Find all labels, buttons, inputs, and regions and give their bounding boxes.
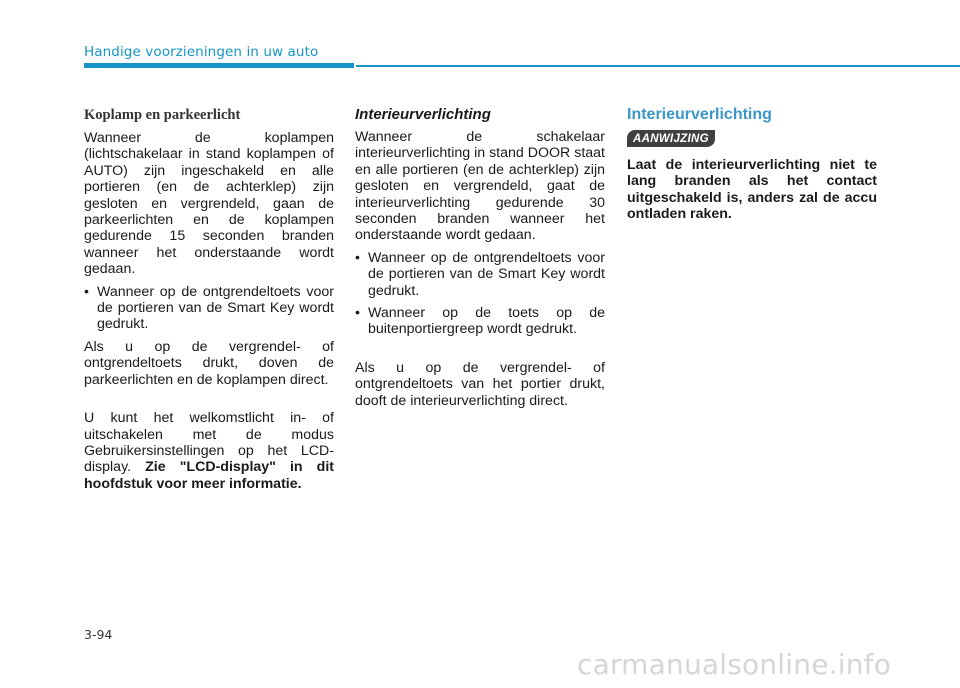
header-rule-thick: [84, 63, 354, 68]
lcd-display-reference: Zie "LCD-display" in dit hoofdstuk voor meer informatie.: [84, 459, 334, 492]
bullet-item: [84, 284, 334, 333]
column-note: [627, 106, 877, 223]
bullet-icon: •: [355, 249, 360, 266]
note-text: Laat de interieurverlichting niet te lang branden als het contact uitgeschakeld is, anders zal de accu ontladen raken.: [627, 157, 877, 223]
bullet-icon: •: [355, 305, 360, 322]
bullet-item: [355, 305, 605, 338]
section-header-title: Handige voorzieningen in uw auto: [84, 44, 319, 60]
bullet-text: Wanneer op de toets op de buitenportiergreep wordt gedrukt.: [368, 305, 605, 338]
koplamp-paragraph-3-text: U kunt het welkomstlicht in- of uitschakelen met de modus Gebruikersinstellingen op het LCD-display.: [84, 410, 334, 476]
column-koplamp: [84, 106, 334, 498]
bullet-icon: •: [84, 283, 89, 300]
column-interieur: [355, 106, 605, 415]
page-number: 3-94: [84, 627, 113, 642]
koplamp-bullet-list: [84, 284, 334, 333]
watermark: carmanualsonline.info: [577, 648, 892, 681]
note-badge: AANWIJZING: [627, 130, 715, 147]
koplamp-paragraph-3: [84, 410, 334, 492]
koplamp-paragraph-1: Wanneer de koplampen (lichtschakelaar in stand koplampen of AUTO) zijn ingeschakeld en alle portieren (en de achterklep) zijn gesloten en vergrendeld, gaan de parkeerlichten en de koplampen gedurende 15 seconden branden wanneer het onderstaande wordt gedaan.: [84, 130, 334, 278]
bullet-item: [355, 250, 605, 299]
interieur-heading: Interieurverlichting: [355, 106, 491, 123]
bullet-text: Wanneer op de ontgrendeltoets voor de portieren van de Smart Key wordt gedrukt.: [368, 249, 605, 299]
interieur-paragraph-2: Als u op de vergrendel- of ontgrendeltoets van het portier drukt, dooft de interieurverlichting direct.: [355, 359, 605, 409]
bullet-text: Wanneer op de ontgrendeltoets voor de portieren van de Smart Key wordt gedrukt.: [97, 283, 334, 333]
interieur-bullet-list: [355, 250, 605, 338]
koplamp-heading: Koplamp en parkeerlicht: [84, 107, 241, 123]
note-heading: Interieurverlichting: [627, 106, 772, 123]
interieur-paragraph-1: Wanneer de schakelaar interieurverlichting in stand DOOR staat en alle portieren (en de achterklep) zijn gesloten en vergrendeld, gaat de interieurverlichting gedurende 30 seconden branden wanneer het onderstaande wordt gedaan.: [355, 129, 605, 244]
header-rule-thin: [356, 65, 960, 67]
koplamp-paragraph-2: Als u op de vergrendel- of ontgrendeltoets drukt, doven de parkeerlichten en de koplampen direct.: [84, 338, 334, 388]
